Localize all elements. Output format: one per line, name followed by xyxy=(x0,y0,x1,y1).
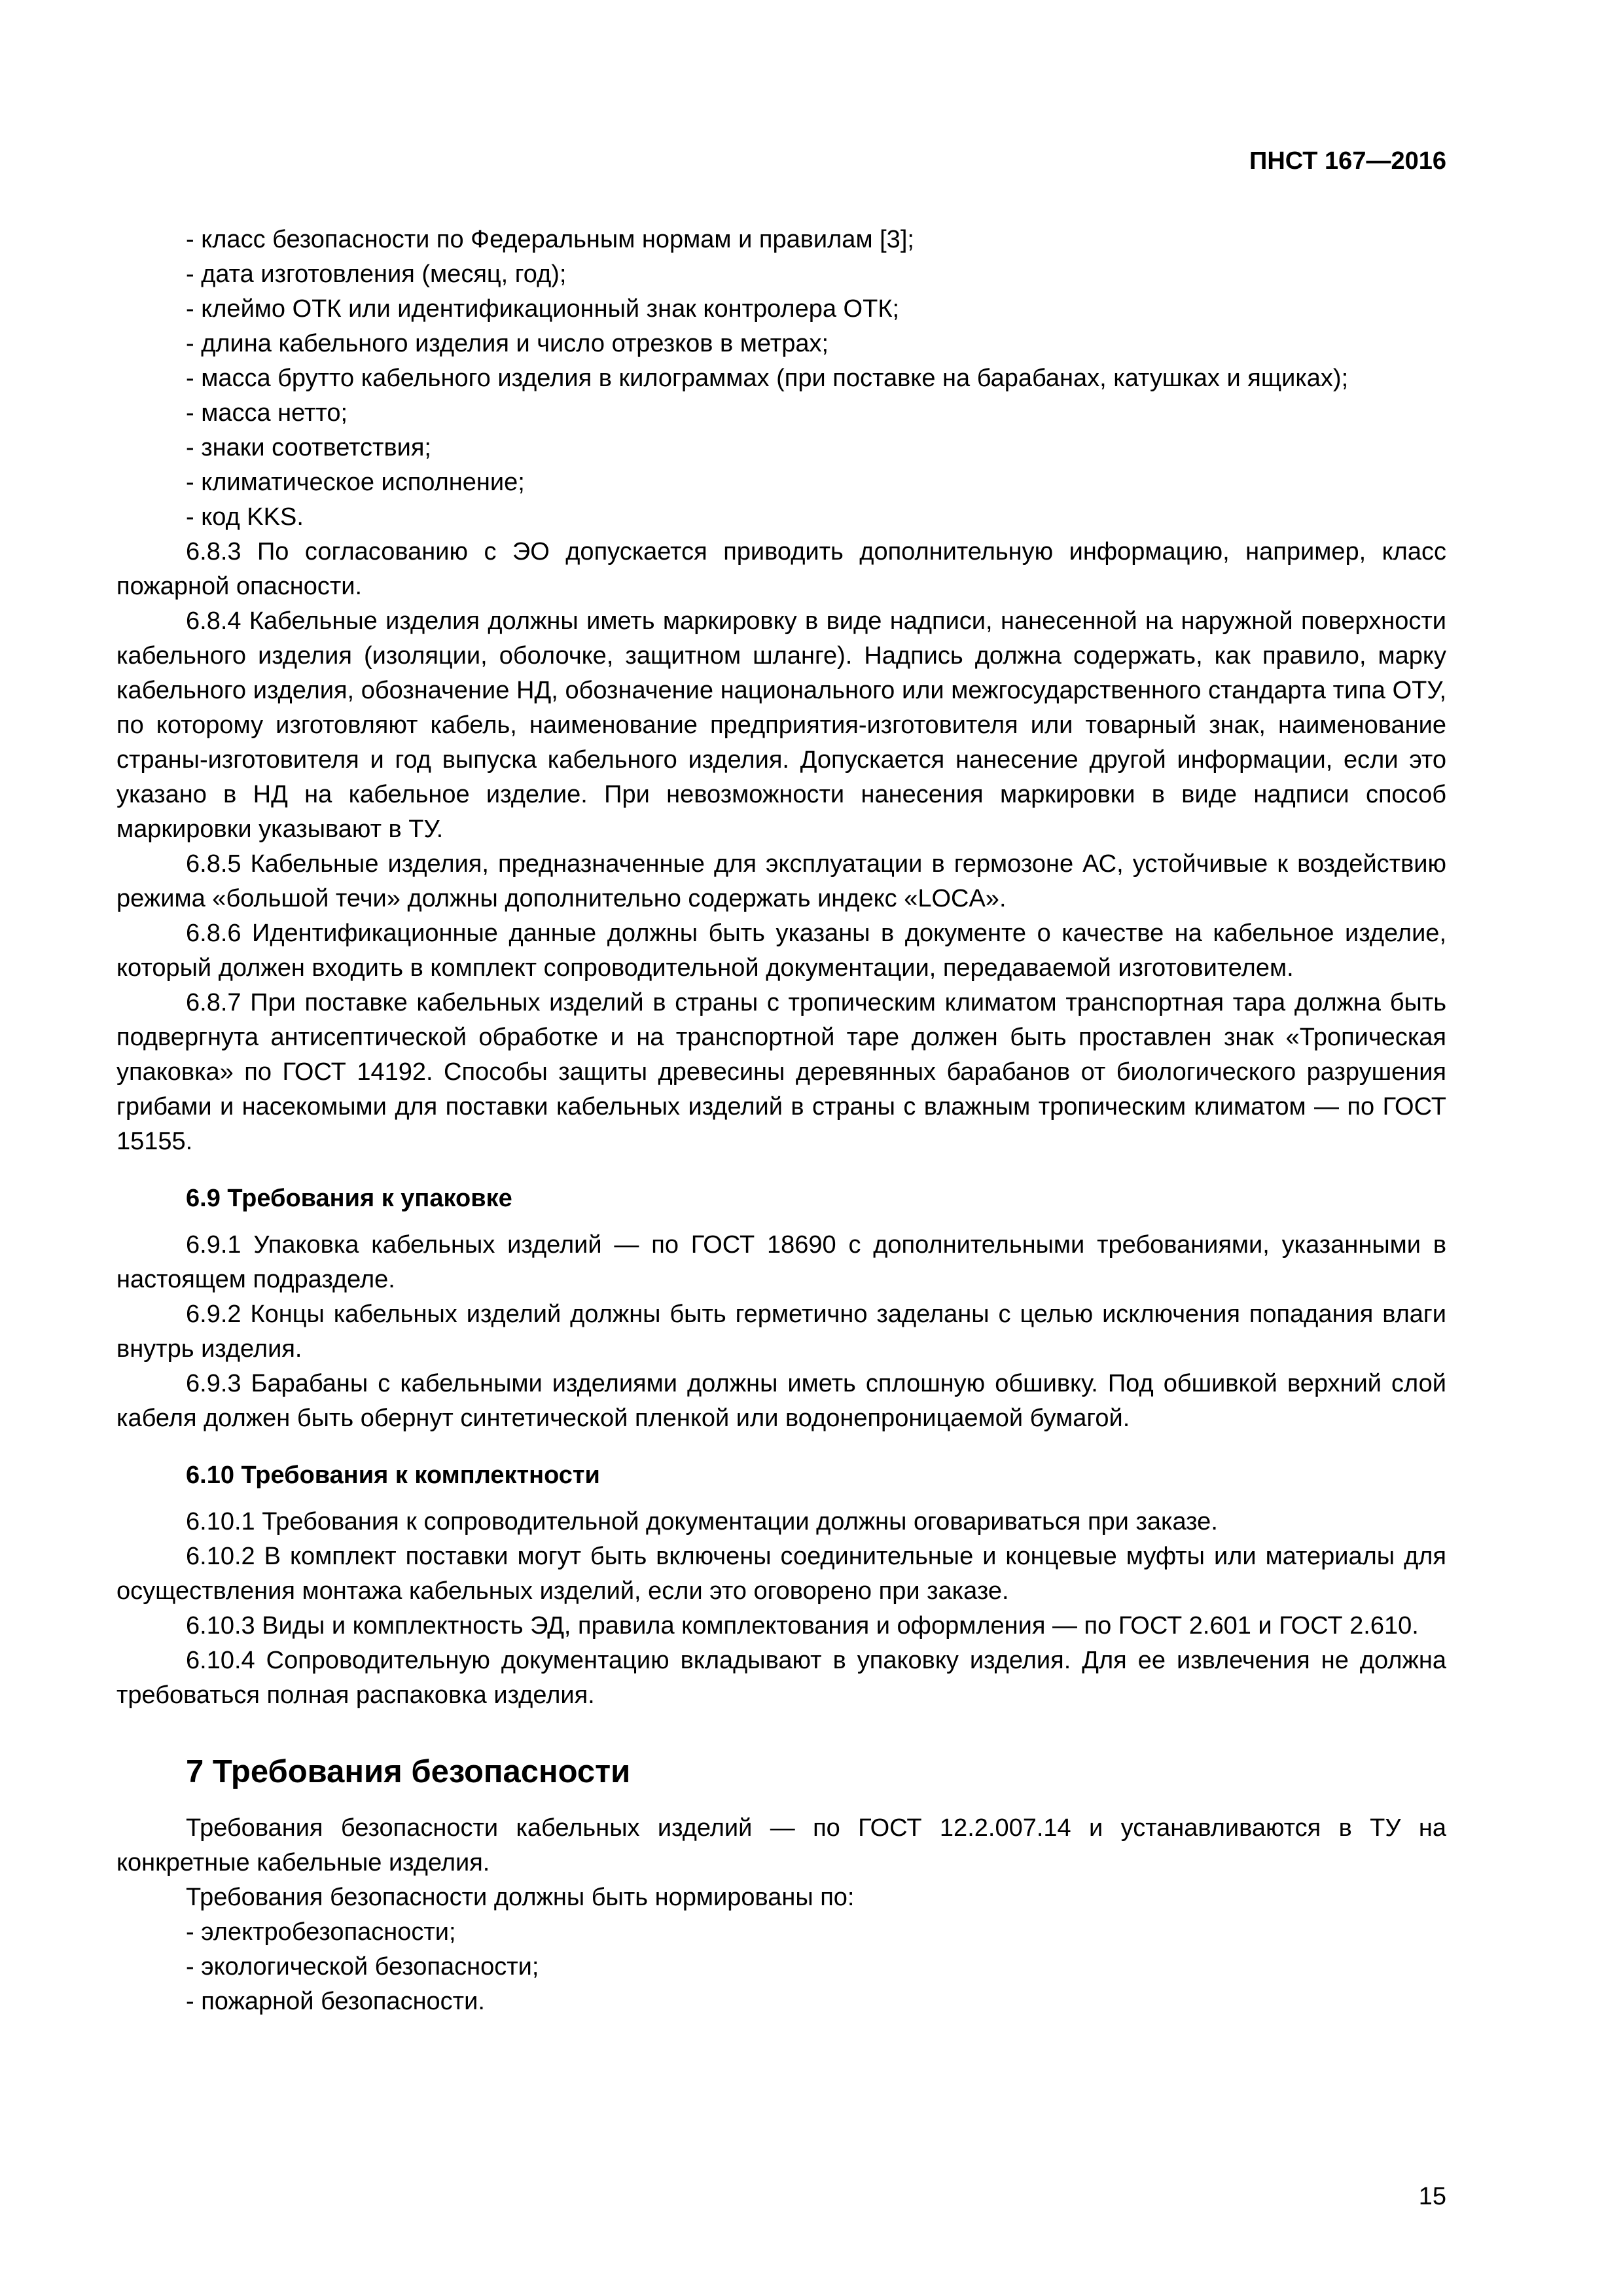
list-item: - длина кабельного изделия и число отрезков в метрах; xyxy=(186,330,829,357)
paragraph-7-intro: Требования безопасности кабельных изделий — по ГОСТ 12.2.007.14 и устанавливаются в ТУ на конкретные кабельные изделия. xyxy=(116,1814,1446,1876)
paragraph-6-9-3: 6.9.3 Барабаны с кабельными изделиями должны иметь сплошную обшивку. Под обшивкой верхний слой кабеля должен быть обернут синтетической пленкой или водонепроницаемой бумагой. xyxy=(116,1370,1446,1432)
paragraph-7-norms: Требования безопасности должны быть нормированы по: xyxy=(186,1884,855,1911)
list-item: - электробезопасности; xyxy=(186,1918,456,1946)
list-item: - знаки соответствия; xyxy=(186,434,431,461)
document-code: ПНСТ 167—2016 xyxy=(1249,147,1446,175)
list-item: - клеймо ОТК или идентификационный знак контролера ОТК; xyxy=(186,295,900,323)
paragraph-6-8-6: 6.8.6 Идентификационные данные должны быть указаны в документе о качестве на кабельное изделие, который должен входить в комплект сопроводительной документации, передаваемой изготовителем. xyxy=(116,920,1446,982)
page-number: 15 xyxy=(1418,2183,1446,2210)
paragraph-6-10-1: 6.10.1 Требования к сопроводительной документации должны оговариваться при заказе. xyxy=(186,1508,1218,1535)
section-heading-6-9: 6.9 Требования к упаковке xyxy=(186,1185,512,1212)
section-heading-7: 7 Требования безопасности xyxy=(186,1754,631,1789)
section-heading-6-10: 6.10 Требования к комплектности xyxy=(186,1462,600,1489)
list-item: - дата изготовления (месяц, год); xyxy=(186,260,567,288)
paragraph-6-8-5: 6.8.5 Кабельные изделия, предназначенные для эксплуатации в гермозоне АС, устойчивые к воздействию режима «большой течи» должны дополнительно содержать индекс «LOCA». xyxy=(116,850,1446,912)
paragraph-6-10-2: 6.10.2 В комплект поставки могут быть включены соединительные и концевые муфты или материалы для осуществления монтажа кабельных изделий, если это оговорено при заказе. xyxy=(116,1543,1446,1605)
paragraph-6-8-7: 6.8.7 При поставке кабельных изделий в страны с тропическим климатом транспортная тара должна быть подвергнута антисептической обработке и на транспортной таре должен быть проставлен знак «Тропическая упаковка» по ГОСТ 14192. Способы защиты древесины деревянных барабанов от биологического разрушения грибами и насекомыми для поставки кабельных изделий в страны с влажным тропическим климатом — по ГОСТ 15155. xyxy=(116,989,1446,1155)
list-item: - климатическое исполнение; xyxy=(186,469,525,496)
document-body xyxy=(116,223,1446,2019)
paragraph-6-10-4: 6.10.4 Сопроводительную документацию вкладывают в упаковку изделия. Для ее извлечения не должна требоваться полная распаковка изделия. xyxy=(116,1647,1446,1709)
paragraph-6-8-3: 6.8.3 По согласованию с ЭО допускается приводить дополнительную информацию, например, класс пожарной опасности. xyxy=(116,538,1446,600)
list-item: - экологической безопасности; xyxy=(186,1953,539,1981)
list-item: - масса брутто кабельного изделия в килограммах (при поставке на барабанах, катушках и ящиках); xyxy=(186,365,1349,392)
paragraph-6-9-2: 6.9.2 Концы кабельных изделий должны быть герметично заделаны с целью исключения попадания влаги внутрь изделия. xyxy=(116,1300,1446,1363)
list-item: - класс безопасности по Федеральным нормам и правилам [3]; xyxy=(186,226,914,253)
paragraph-6-9-1: 6.9.1 Упаковка кабельных изделий — по ГОСТ 18690 с дополнительными требованиями, указанными в настоящем подразделе. xyxy=(116,1231,1446,1293)
list-item: - масса нетто; xyxy=(186,399,348,427)
paragraph-6-10-3: 6.10.3 Виды и комплектность ЭД, правила комплектования и оформления — по ГОСТ 2.601 и ГОСТ 2.610. xyxy=(186,1612,1419,1640)
list-item: - код KKS. xyxy=(186,503,304,531)
paragraph-6-8-4: 6.8.4 Кабельные изделия должны иметь маркировку в виде надписи, нанесенной на наружной поверхности кабельного изделия (изоляции, оболочке, защитном шланге). Надпись должна содержать, как правило, марку кабельного изделия, обозначение НД, обозначение национального или межгосударственного стандарта типа ОТУ, по которому изготовляют кабель, наименование предприятия-изготовителя или товарный знак, наименование страны-изготовителя и год выпуска кабельного изделия. Допускается нанесение другой информации, если это указано в НД на кабельное изделие. При невозможности нанесения маркировки в виде надписи способ маркировки указывают в ТУ. xyxy=(116,607,1446,843)
list-item: - пожарной безопасности. xyxy=(186,1988,485,2015)
